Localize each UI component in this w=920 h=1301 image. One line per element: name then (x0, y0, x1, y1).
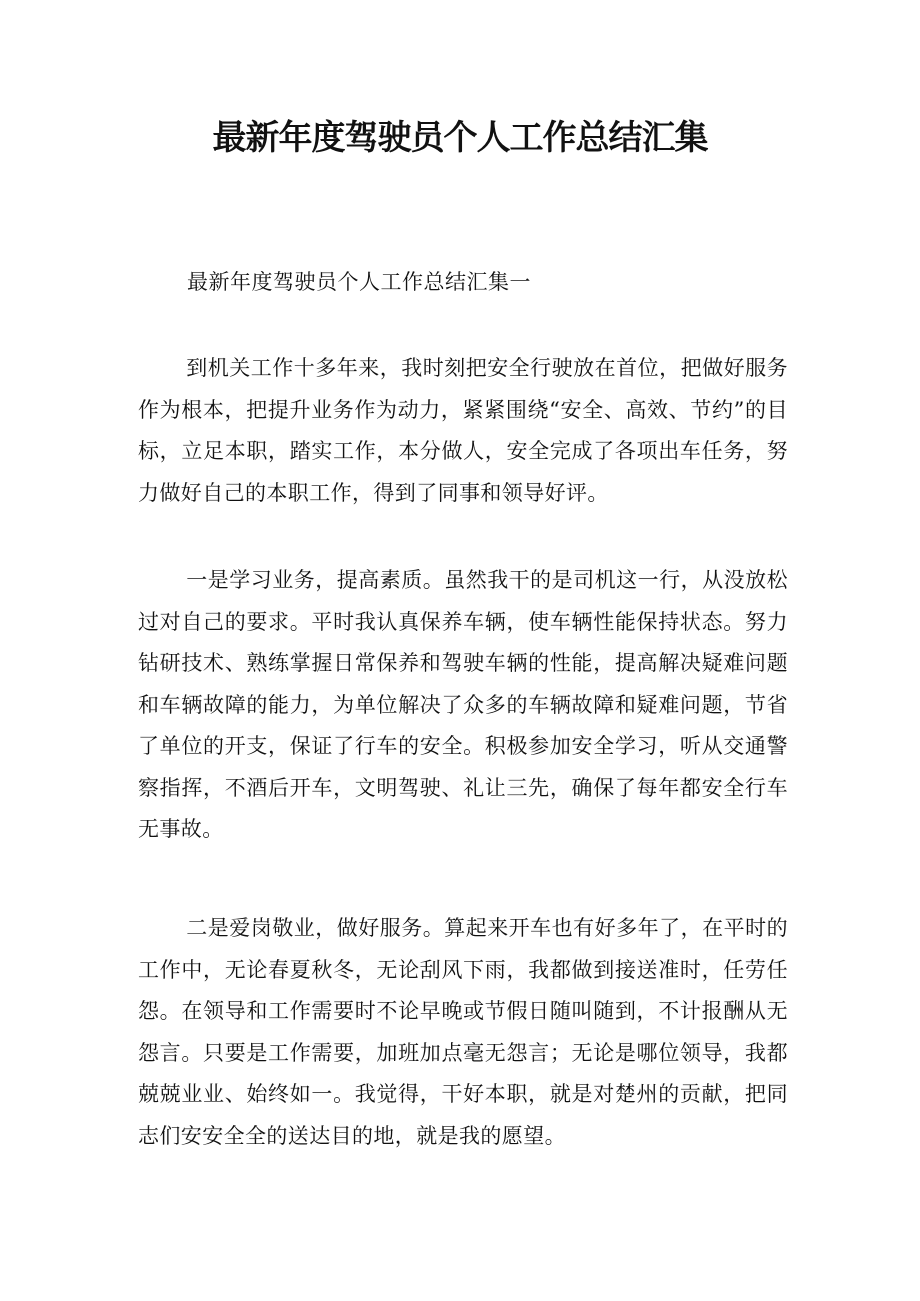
paragraph-service: 二是爱岗敬业，做好服务。算起来开车也有好多年了，在平时的工作中，无论春夏秋冬，无论刮风下雨，我都做到接送准时，任劳任怨。在领导和工作需要时不论早晚或节假日随叫随到，不计报酬从无怨言。只要是工作需要，加班加点毫无怨言；无论是哪位领导，我都兢兢业业、始终如一。我觉得，干好本职，就是对楚州的贡献，把同志们安安全全的送达目的地，就是我的愿望。 (138, 916, 788, 1148)
section-heading: 最新年度驾驶员个人工作总结汇集一 (187, 270, 531, 294)
document-title: 最新年度驾驶员个人工作总结汇集 (212, 118, 708, 158)
paragraph-intro: 到机关工作十多年来，我时刻把安全行驶放在首位，把做好服务作为根本，把提升业务作为动力，紧紧围绕“安全、高效、节约”的目标，立足本职，踏实工作，本分做人，安全完成了各项出车任务，努力做好自己的本职工作，得到了同事和领导好评。 (138, 356, 788, 505)
paragraph-study: 一是学习业务，提高素质。虽然我干的是司机这一行，从没放松过对自己的要求。平时我认真保养车辆，使车辆性能保持状态。努力钻研技术、熟练掌握日常保养和驾驶车辆的性能，提高解决疑难问题和车辆故障的能力，为单位解决了众多的车辆故障和疑难问题，节省了单位的开支，保证了行车的安全。积极参加安全学习，听从交通警察指挥，不酒后开车，文明驾驶、礼让三先，确保了每年都安全行车无事故。 (138, 568, 788, 841)
